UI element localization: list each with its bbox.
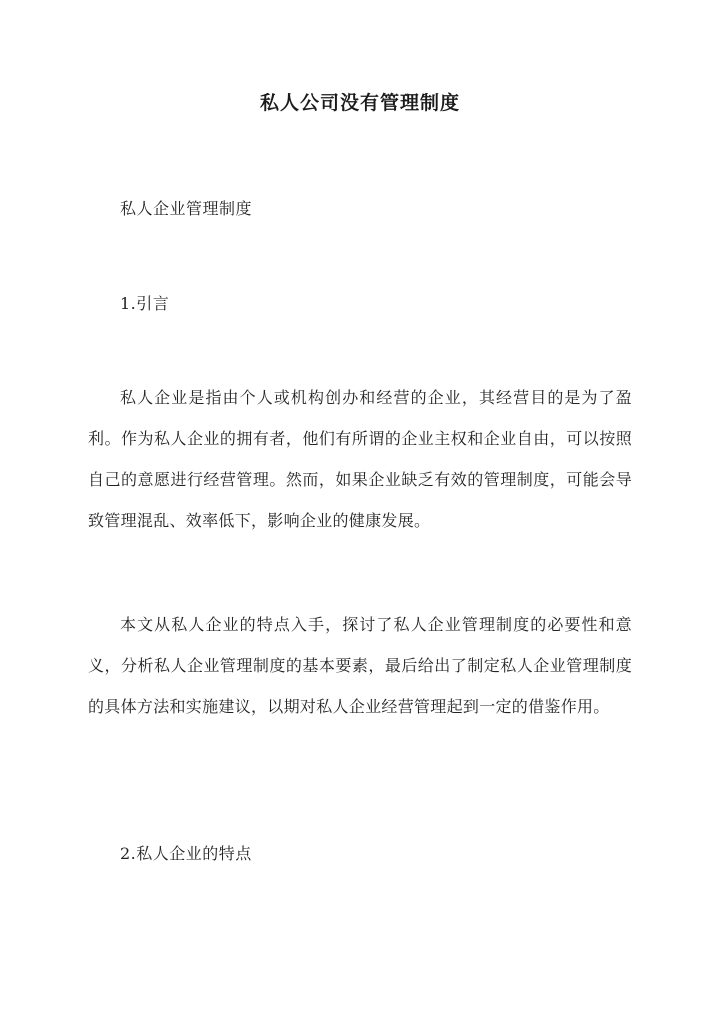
document-title: 私人公司没有管理制度 bbox=[259, 92, 460, 114]
section-heading-1: 1.引言 bbox=[120, 294, 170, 313]
section-heading-2: 2.私人企业的特点 bbox=[120, 844, 252, 863]
paragraph-1: 私人企业是指由个人或机构创办和经营的企业，其经营目的是为了盈利。作为私人企业的拥有者，他们有所谓的企业主权和企业自由，可以按照自己的意愿进行经营管理。然而，如果企业缺乏有效的管理制度，可能会导致管理混乱、效率低下，影响企业的健康发展。 bbox=[88, 388, 632, 530]
paragraph-2: 本文从私人企业的特点入手，探讨了私人企业管理制度的必要性和意义，分析私人企业管理制度的基本要素，最后给出了制定私人企业管理制度的具体方法和实施建议，以期对私人企业经营管理起到一定的借鉴作用。 bbox=[88, 615, 632, 716]
subtitle: 私人企业管理制度 bbox=[120, 199, 253, 218]
